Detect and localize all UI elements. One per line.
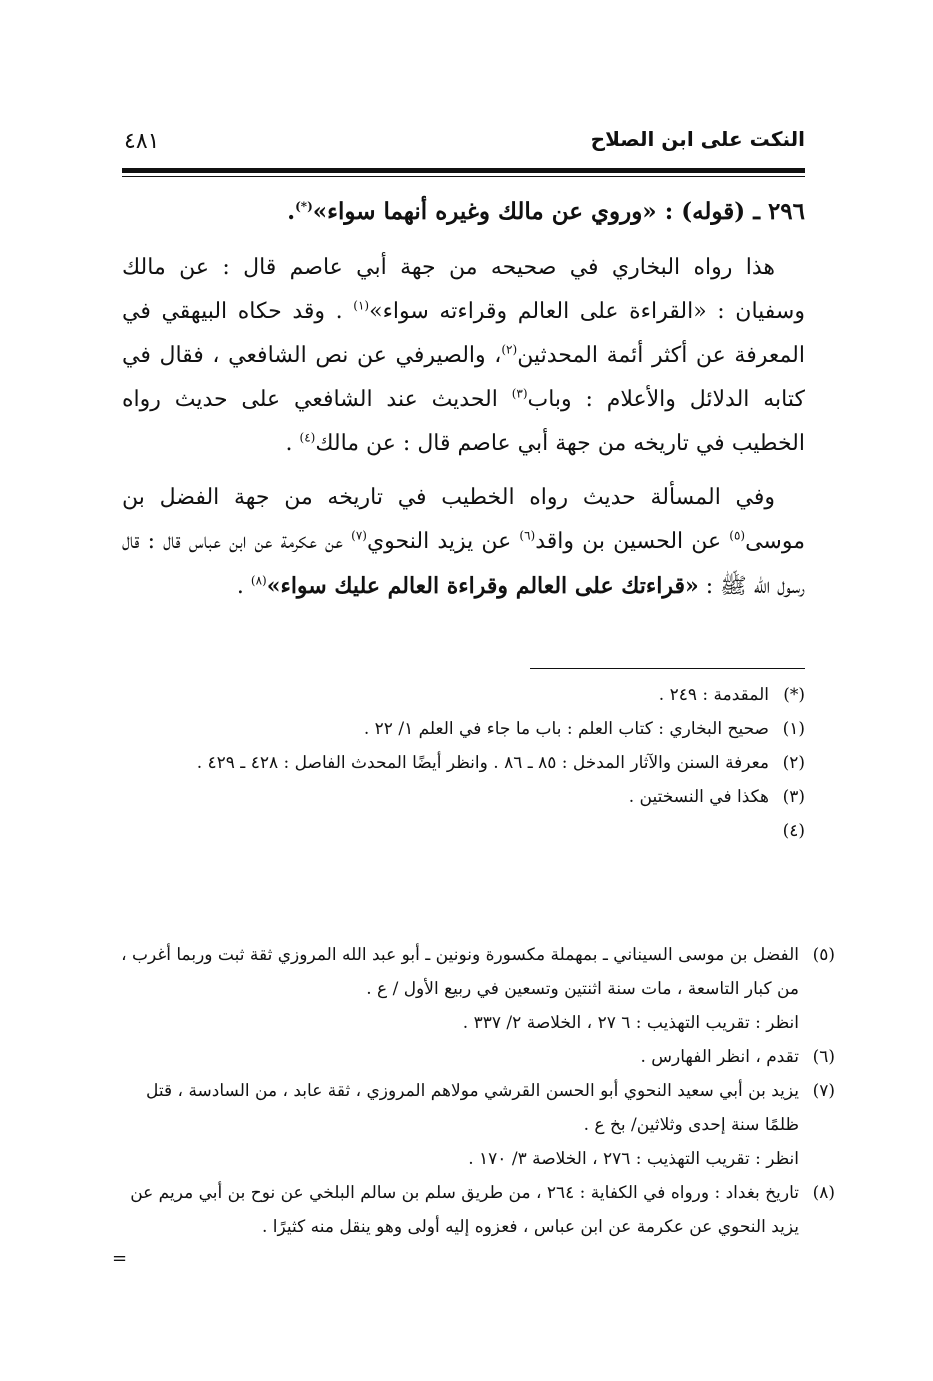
footnote-reference: انظر : تقريب التهذيب : ٦ ٢٧ ، الخلاصة ٢/ ٣٣٧ . [462, 1013, 799, 1033]
footnote-item [118, 1176, 835, 1244]
footnote-number: (٤) [782, 821, 805, 841]
footnote-item [118, 678, 805, 712]
footnote-number: (٢) [782, 753, 805, 773]
continued-mark: = [112, 1248, 128, 1269]
p1-text-4: الحديث عند الشافعي على حديث رواه الخطيب في تاريخه من جهة أبي عاصم قال : عن مالك [122, 387, 805, 456]
footnote-text: تقدم ، انظر الفهارس . [640, 1047, 799, 1067]
footnote-ref-8: (٨) [250, 573, 267, 588]
footnote-reference: انظر : تقريب التهذيب : ٢٧٦ ، الخلاصة ٣/ ١٧٠ . [468, 1149, 799, 1169]
p2-text-1: وفي المسألة حديث رواه الخطيب في تاريخه من جهة الفضل بن موسى [122, 485, 806, 554]
section-heading [122, 190, 805, 234]
p2-text-4: عن عكرمة عن ابن عباس قال : قال رسول الله ﷺ : [122, 529, 805, 599]
footnote-ref-6: (٦) [519, 528, 536, 543]
footnote-number: (٦) [812, 1047, 835, 1067]
footnote-item [118, 1040, 835, 1074]
p1-text-3: ، والصيرفي عن نص الشافعي ، فقال في كتابه الدلائل والأعلام : وباب [122, 343, 805, 412]
page-header [122, 125, 805, 161]
page-number: ٤٨١ [124, 129, 160, 154]
footnote-text: هكذا في النسختين . [628, 787, 769, 807]
footnote-item [118, 780, 805, 814]
running-title: النكت على ابن الصلاح [590, 127, 805, 151]
p1-text-2: . وقد حكاه البيهقي في المعرفة عن أكثر أئمة المحدثين [122, 299, 805, 368]
footnote-ref-5: (٥) [729, 528, 746, 543]
footnote-text: يزيد بن أبي سعيد النحوي أبو الحسن القرشي مولاهم المروزي ، ثقة عابد ، من السادسة ، قتل ظلمًا سنة إحدى وثلاثين/ بخ ع . [146, 1081, 799, 1135]
p2-text-3: عن يزيد النحوي [366, 529, 520, 554]
footnote-text: معرفة السنن والآثار المدخل : ٨٥ ـ ٨٦ . وانظر أيضًا المحدث الفاصل : ٤٢٨ ـ ٤٢٩ . [196, 753, 769, 773]
section-number: ٢٩٦ ـ [753, 198, 805, 225]
p2-text-5: . [236, 574, 251, 599]
paragraph-1 [122, 246, 805, 466]
footnote-text: الفضل بن موسى السيناني ـ بمهملة مكسورة ونونين ـ أبو عبد الله المروزي ثقة ثبت وربما أغرب ، من كبار التاسعة ، مات سنة اثنتين وتسعين في ربيع الأول / ع . [121, 945, 799, 999]
footnote-number: (٨) [812, 1183, 835, 1203]
footnote-item [118, 1074, 835, 1176]
section-intro: (قوله) : «وروي عن مالك وغيره أنهما سواء» [312, 198, 746, 225]
footnote-ref-2: (٢) [501, 342, 518, 357]
footnote-number: (٥) [812, 945, 835, 965]
footnote-ref-3: (٣) [511, 386, 528, 401]
section-marker: (*) [295, 199, 313, 214]
p1-text-1: هذا رواه البخاري في صحيحه من جهة أبي عاصم قال : عن مالك وسفيان : «القراءة على العالم وقراءته سواء» [122, 255, 805, 324]
footnote-text [764, 821, 769, 841]
footnote-number: (٣) [782, 787, 805, 807]
footnotes-block [118, 678, 805, 848]
footnote-item [118, 712, 805, 746]
footnote-ref-4: (٤) [299, 430, 316, 445]
footnotes-block-continued [118, 938, 835, 1244]
footnote-ref-7: (٧) [351, 528, 367, 543]
footnote-text: المقدمة : ٢٤٩ . [658, 685, 769, 705]
footnote-number: (١) [782, 719, 805, 739]
footnote-number: (٧) [812, 1081, 835, 1101]
footnote-separator [530, 668, 805, 669]
header-rule-thin [122, 176, 805, 177]
hadith-quote: «قراءتك على العالم وقراءة العالم عليك سواء» [266, 573, 699, 599]
footnote-number: (*) [783, 685, 805, 705]
header-rule-thick [122, 168, 805, 173]
footnote-ref-1: (١) [353, 298, 370, 313]
p2-text-2: عن الحسين بن واقد [535, 529, 730, 554]
paragraph-2 [122, 476, 805, 609]
footnote-item [118, 938, 835, 1040]
main-text [122, 190, 805, 619]
footnote-text: تاريخ بغداد : ورواه في الكفاية : ٢٦٤ ، من طريق سلم بن سالم البلخي عن نوح بن أبي مريم عن يزيد النحوي عن عكرمة عن ابن عباس ، فعزوه إليه أولى وهو ينقل منه كثيرًا . [130, 1183, 799, 1237]
footnote-text: صحيح البخاري : كتاب العلم : باب ما جاء في العلم ١/ ٢٢ . [363, 719, 769, 739]
p1-text-5: . [285, 431, 300, 456]
footnote-item [118, 814, 805, 848]
section-end: . [287, 198, 296, 225]
footnote-item [118, 746, 805, 780]
